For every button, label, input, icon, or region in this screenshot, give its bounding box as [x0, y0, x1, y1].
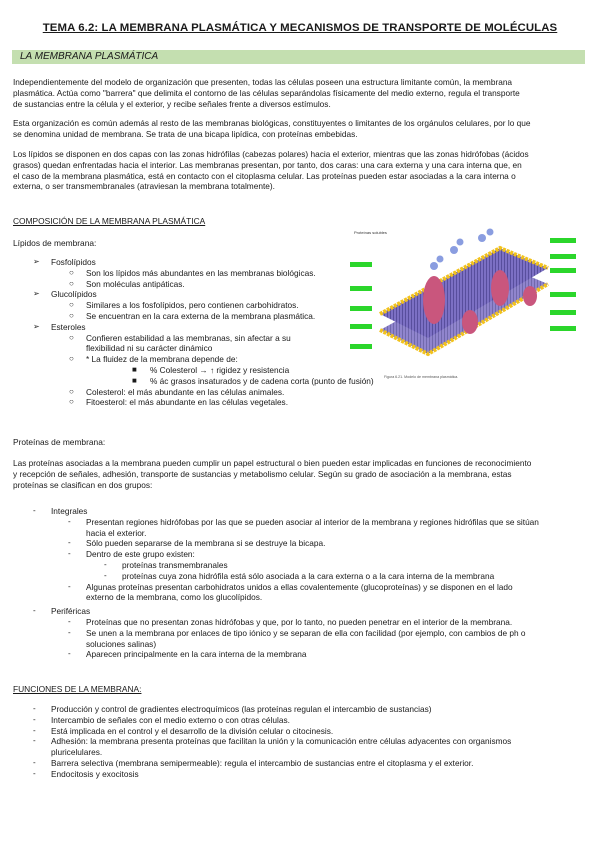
- protein-list-item: Integrales: [51, 506, 88, 516]
- list-bullet: ○: [69, 278, 74, 288]
- list-bullet: -: [33, 758, 36, 767]
- list-bullet: -: [68, 627, 71, 637]
- lipid-list-item: % Colesterol → ↑ rigidez y resistencia: [150, 365, 290, 375]
- lipid-list-item: Fitoesterol: el más abundante en las células vegetales.: [86, 397, 289, 408]
- paragraph-line: se denomina unidad de membrana. Se trata de una bicapa lipídica, con proteínas embebidas.: [13, 129, 358, 140]
- list-bullet: -: [33, 506, 36, 515]
- composition-heading: COMPOSICIÓN DE LA MEMBRANA PLASMÁTICA: [13, 216, 206, 226]
- protein-list-item: proteínas cuya zona hidrófila está sólo asociada a la cara externa o a la cara interna de la membrana: [122, 570, 495, 581]
- peripheral-protein: [523, 286, 537, 306]
- list-bullet: -: [68, 581, 71, 591]
- document-title: TEMA 6.2: LA MEMBRANA PLASMÁTICA Y MECANISMOS DE TRANSPORTE DE MOLÉCULAS: [42, 22, 558, 34]
- list-bullet: -: [33, 714, 36, 724]
- protein-list-item: Algunas proteínas presentan carbohidratos unidos a ellas covalentemente (glucoproteínas) y se disponen en el lado: [86, 581, 513, 592]
- figure-label-tag: [550, 326, 576, 331]
- list-bullet: -: [104, 570, 107, 580]
- proteins-label: Proteínas de membrana:: [13, 437, 106, 447]
- function-list-item: Está implicada en el control y el desarrollo de la división celular o citocinesis.: [51, 725, 334, 736]
- figure-label-tag: [550, 238, 576, 243]
- list-bullet: -: [104, 560, 107, 569]
- figure-label-tag: [350, 344, 372, 349]
- function-list-item: Endocitosis y exocitosis: [51, 768, 139, 779]
- carbohydrate-chain: [487, 229, 494, 236]
- function-list-item: Barrera selectiva (membrana semipermeable): regula el intercambio de sustancias entre el citoplasma y el exterior.: [51, 758, 474, 768]
- function-list-item: pluricelulares.: [51, 747, 103, 758]
- function-list-item: Intercambio de señales con el medio externo o con otras células.: [51, 714, 290, 725]
- list-bullet: -: [68, 649, 71, 659]
- list-bullet: -: [33, 606, 36, 616]
- section-bar: [12, 50, 585, 64]
- paragraph-line: el caso de la membrana plasmática, está en contacto con el citoplasma celular. Las proteínas pueden estar asociadas a la cara interna o: [13, 170, 516, 181]
- lipid-list-item: Son los lípidos más abundantes en las membranas biológicas.: [86, 267, 316, 278]
- figure-top-label: Proteínas solubles: [354, 230, 387, 235]
- figure-label-tag: [550, 292, 576, 297]
- figure-label-tag: [350, 262, 372, 267]
- lipid-list-item: Se encuentran en la cara externa de la membrana plasmática.: [86, 311, 316, 321]
- carbohydrate-chain: [430, 262, 438, 270]
- protein-list-item: Sólo pueden separarse de la membrana si se destruye la bicapa.: [86, 538, 326, 549]
- lipid-list-item: Confieren estabilidad a las membranas, sin afectar a su: [86, 332, 291, 343]
- protein-list-item: proteínas transmembranales: [122, 560, 228, 570]
- lipid-list-item: Son moléculas antipáticas.: [86, 278, 185, 289]
- list-bullet: -: [68, 516, 71, 526]
- paragraph-line: Los lípidos se disponen en dos capas con las zonas hidrófilas (cabezas polares) hacia el exterior, mientras que las zonas hidrófobas (ácidos: [13, 149, 529, 159]
- list-bullet: -: [68, 538, 71, 548]
- figure-label-tag: [350, 306, 372, 311]
- paragraph-line: proteínas se clasifican en dos grupos:: [13, 479, 153, 490]
- lipid-list-item: Esteroles: [51, 321, 86, 332]
- list-bullet: ➢: [33, 289, 40, 299]
- paragraph-line: plasmática. Actúa como "barrera" que delimita el contorno de las células separándolas físicamente del medio externo, regula el transporte: [13, 87, 520, 98]
- protein-list-item: Proteínas que no presentan zonas hidrófobas y que, por lo tanto, no pueden penetrar en el interior de la membrana.: [86, 617, 513, 627]
- protein-list-item: Periféricas: [51, 606, 91, 617]
- lipid-list-item: Similares a los fosfolípidos, pero contienen carbohidratos.: [86, 300, 299, 311]
- carbohydrate-chain: [478, 234, 486, 242]
- list-bullet: ○: [69, 311, 74, 320]
- lipid-list-item: Glucolípidos: [51, 289, 97, 300]
- paragraph-line: grasos) quedan enfrentadas hacia el interior. Las membranas presentan, por tanto, dos caras: una cara externa y una cara interna que, en: [13, 159, 522, 170]
- peripheral-protein: [462, 310, 478, 334]
- transmembrane-protein: [423, 276, 445, 324]
- function-list-item: Adhesión: la membrana presenta proteínas que facilitan la unión y la comunicación entre células adyacentes con organismos: [51, 736, 512, 747]
- paragraph-line: y recepción de señales, adhesión, transporte de sustancias y metabolismo celular. Según su grado de asociación a la membrana, estas: [13, 468, 512, 479]
- membrane-figure: [350, 226, 586, 382]
- section-bar-title: LA MEMBRANA PLASMÁTICA: [20, 51, 159, 62]
- carbohydrate-chain: [437, 256, 444, 263]
- protein-list-item: soluciones salinas): [86, 638, 157, 649]
- paragraph-line: Las proteínas asociadas a la membrana pueden cumplir un papel estructural o bien pueden estar implicadas en funciones de reconocimiento: [13, 458, 532, 468]
- list-bullet: ○: [69, 267, 74, 277]
- figure-label-tag: [550, 254, 576, 259]
- list-bullet: -: [68, 549, 71, 559]
- figure-label-tag: [550, 268, 576, 273]
- protein-list-item: Se unen a la membrana por enlaces de tipo iónico y se separan de ella con facilidad (por ejemplo, con cambios de ph o: [86, 627, 526, 638]
- protein-list-item: Presentan regiones hidrófobas por las que se pueden asociar al interior de la membrana y regiones hidrófilas que se sitúan: [86, 516, 539, 527]
- list-bullet: -: [33, 768, 36, 778]
- lipid-list-item: flexibilidad ni su carácter dinámico: [86, 343, 213, 354]
- carbohydrate-chain: [457, 239, 464, 246]
- list-bullet: ➢: [33, 257, 40, 266]
- lipid-list-item: % ác grasos insaturados y de cadena corta (punto de fusión): [150, 375, 374, 386]
- list-bullet: -: [33, 725, 36, 735]
- paragraph-line: externa, o ser transmembranales (atraviesan la membrana totalmente).: [13, 181, 275, 192]
- functions-heading: FUNCIONES DE LA MEMBRANA:: [13, 684, 142, 694]
- figure-label-tag: [550, 310, 576, 315]
- list-bullet: ■: [132, 365, 137, 374]
- lipid-list-item: Fosfolípidos: [51, 257, 96, 267]
- protein-list-item: externo de la membrana, como los glucolípidos.: [86, 592, 263, 603]
- list-bullet: ➢: [33, 321, 40, 331]
- figure-label-tag: [350, 286, 372, 291]
- figure-label-tag: [350, 324, 372, 329]
- list-bullet: ■: [132, 375, 137, 385]
- lipid-list-item: * La fluidez de la membrana depende de:: [86, 354, 238, 365]
- figure-caption: Figura 6.21. Modelo de membrana plasmática.: [384, 375, 459, 379]
- function-list-item: Producción y control de gradientes electroquímicos (las proteínas regulan el intercambio de sustancias): [51, 704, 432, 714]
- lipid-list-item: Colesterol: el más abundante en las células animales.: [86, 386, 285, 397]
- protein-list-item: Aparecen principalmente en la cara interna de la membrana: [86, 649, 307, 660]
- list-bullet: ○: [69, 397, 74, 407]
- protein-list-item: hacia el exterior.: [86, 527, 147, 538]
- list-bullet: ○: [69, 354, 74, 364]
- carbohydrate-chain: [450, 246, 458, 254]
- transmembrane-protein: [491, 270, 509, 306]
- list-bullet: ○: [69, 332, 74, 342]
- list-bullet: ○: [69, 300, 74, 310]
- list-bullet: -: [33, 736, 36, 746]
- protein-list-item: Dentro de este grupo existen:: [86, 549, 195, 560]
- paragraph-line: Independientemente del modelo de organización que presenten, todas las células poseen una estructura limitante común, la membrana: [13, 77, 513, 87]
- paragraph-line: de sustancias entre la célula y el exterior, y recibe señales frente a diversos estímulos.: [13, 98, 331, 109]
- paragraph-line: Esta organización es común además al resto de las membranas biológicas, constituyentes o limitantes de los orgánulos celulares, por lo que: [13, 118, 531, 129]
- list-bullet: ○: [69, 386, 74, 396]
- list-bullet: -: [33, 704, 36, 713]
- list-bullet: -: [68, 617, 71, 626]
- lipids-label: Lípidos de membrana:: [13, 238, 97, 248]
